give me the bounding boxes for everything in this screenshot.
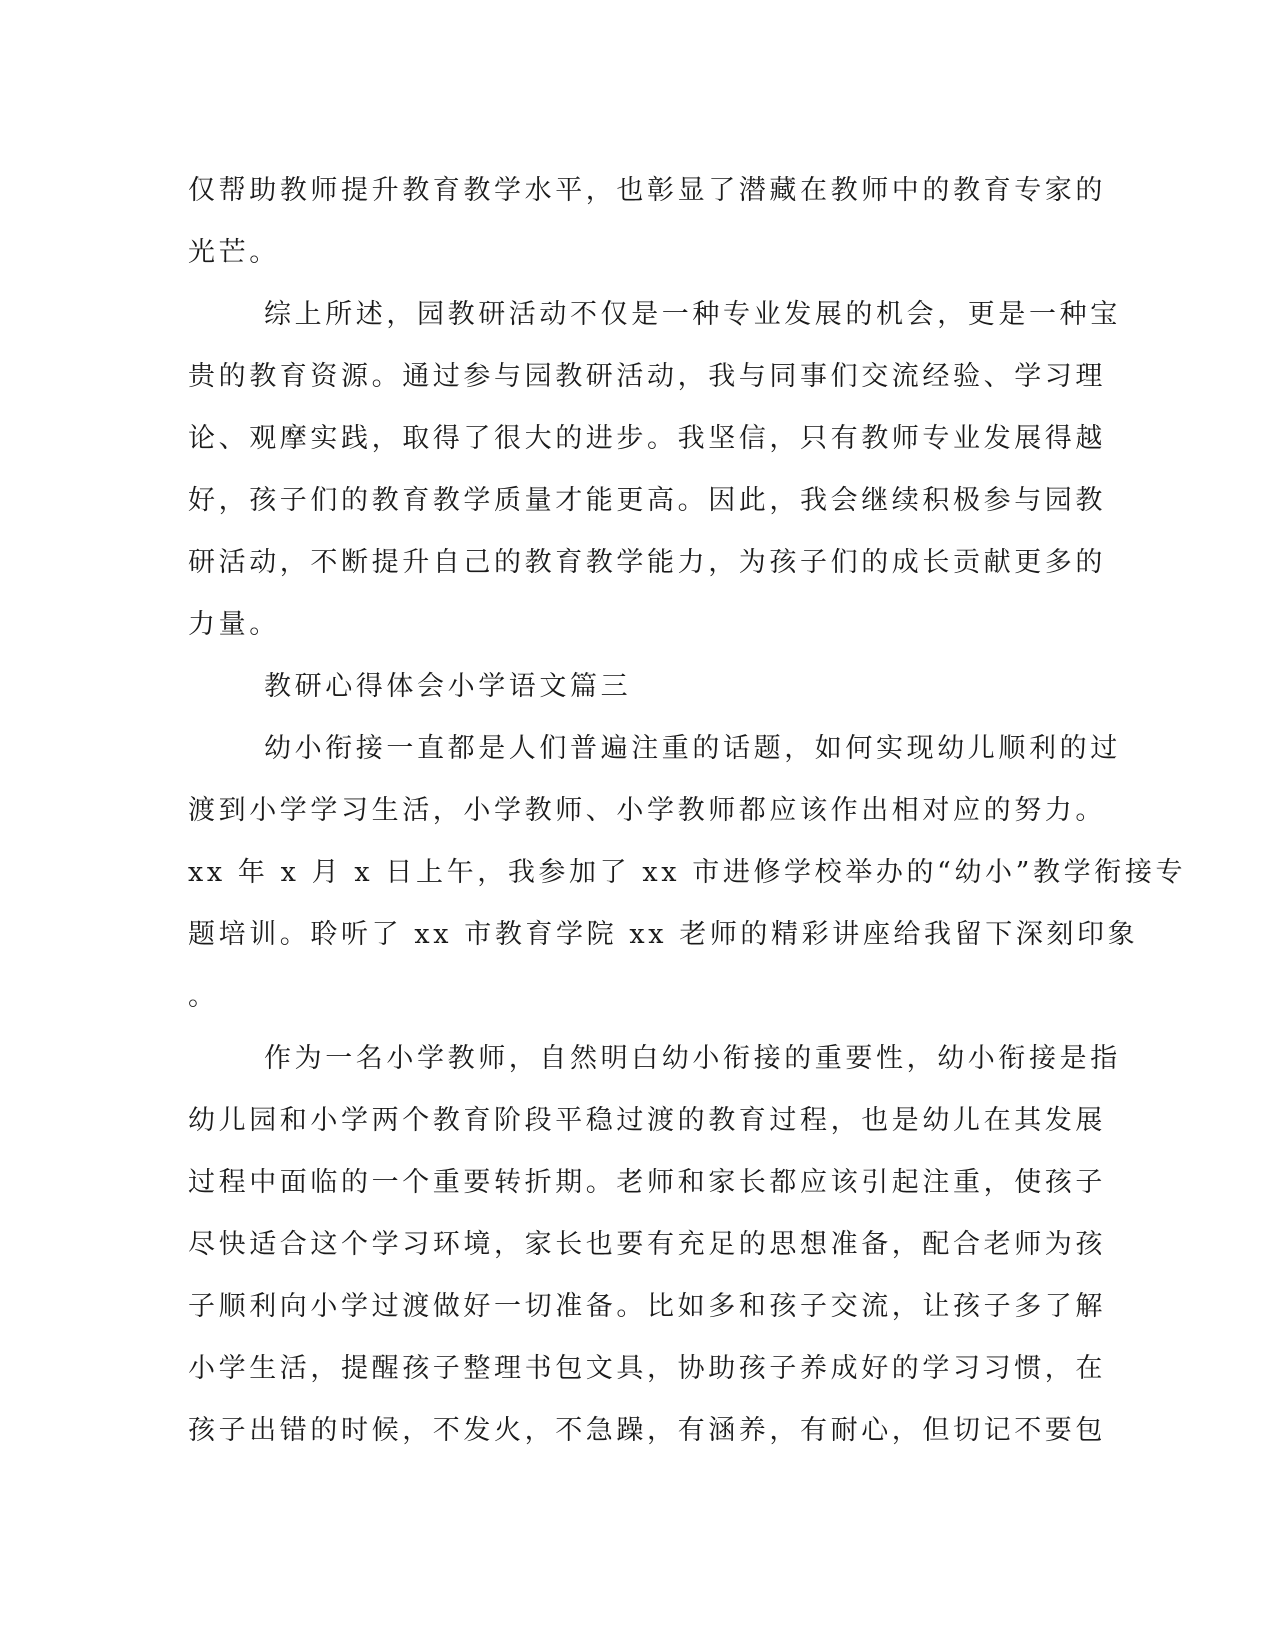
paragraph-first-line: 幼小衔接一直都是人们普遍注重的话题，如何实现幼儿顺利的过 [264, 733, 1121, 764]
document-body [188, 160, 1187, 1462]
text-line: 渡到小学学习生活，小学教师、小学教师都应该作出相对应的努力。 [188, 795, 1106, 826]
text-line: 幼儿园和小学两个教育阶段平稳过渡的教育过程，也是幼儿在其发展 [188, 1105, 1106, 1136]
text-line: 贵的教育资源。通过参与园教研活动，我与同事们交流经验、学习理 [188, 361, 1106, 392]
text-line: 子顺利向小学过渡做好一切准备。比如多和孩子交流，让孩子多了解 [188, 1291, 1106, 1322]
section-heading: 教研心得体会小学语文篇三 [264, 671, 632, 702]
text-line: 小学生活，提醒孩子整理书包文具，协助孩子养成好的学习习惯，在 [188, 1353, 1106, 1384]
text-line: xx 年 x 月 x 日上午，我参加了 xx 市进修学校举办的“幼小”教学衔接专 [188, 857, 1187, 888]
text-line: 孩子出错的时候，不发火，不急躁，有涵养，有耐心，但切记不要包 [188, 1415, 1106, 1446]
paragraph-first-line: 作为一名小学教师，自然明白幼小衔接的重要性，幼小衔接是指 [264, 1043, 1121, 1074]
text-line: 力量。 [188, 609, 280, 640]
text-line: 光芒。 [188, 237, 280, 268]
text-line: 论、观摩实践，取得了很大的进步。我坚信，只有教师专业发展得越 [188, 423, 1106, 454]
text-line: 研活动，不断提升自己的教育教学能力，为孩子们的成长贡献更多的 [188, 547, 1106, 578]
text-line: 尽快适合这个学习环境，家长也要有充足的思想准备，配合老师为孩 [188, 1229, 1106, 1260]
paragraph-first-line: 综上所述，园教研活动不仅是一种专业发展的机会，更是一种宝 [264, 299, 1121, 330]
text-line: 。 [188, 981, 219, 1012]
text-line: 题培训。聆听了 xx 市教育学院 xx 老师的精彩讲座给我留下深刻印象 [188, 919, 1139, 950]
text-line: 仅帮助教师提升教育教学水平，也彰显了潜藏在教师中的教育专家的 [188, 175, 1106, 206]
text-line: 过程中面临的一个重要转折期。老师和家长都应该引起注重，使孩子 [188, 1167, 1106, 1198]
text-line: 好，孩子们的教育教学质量才能更高。因此，我会继续积极参与园教 [188, 485, 1106, 516]
